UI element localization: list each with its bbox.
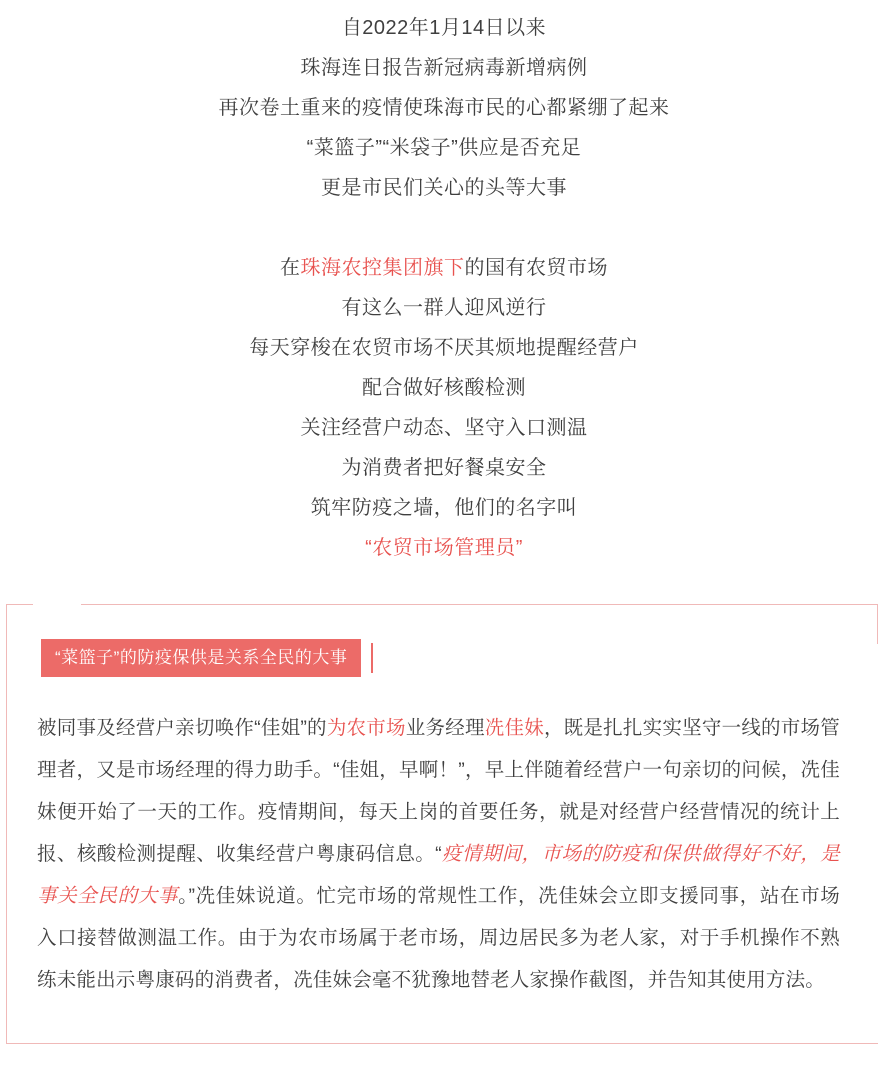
intro-line-12: 筑牢防疫之墙，他们的名字叫 [310, 497, 578, 519]
intro-line-4: “菜篮子”“米袋子”供应是否充足 [306, 137, 582, 159]
paragraph-seg-3: ，既是扎扎实实坚守一线的市场管理者，又是市场经理的得力助手。“佳姐，早啊！”，早上伴随着经营户一句亲切的问候，冼佳妹便开始了一天的工作。疫情期间，每天上岗的首要任务，就是对经营户经营情况的统计上报、核酸检测提醒、收集经营户粤康码信息。“ [37, 717, 840, 865]
paragraph-seg-4: 。”冼佳妹说道。忙完市场的常规性工作，冼佳妹会立即支援同事，站在市场入口接替做测温工作。由于为农市场属于老市场，周边居民多为老人家，对于手机操作不熟练未能出示粤康码的消费者，冼佳妹会毫不犹豫地替老人家操作截图，并告知其使用方法。 [37, 885, 840, 991]
paragraph-seg-1: 被同事及经营户亲切唤作“佳姐”的 [37, 717, 327, 739]
intro-line-2: 珠海连日报告新冠病毒新增病例 [300, 57, 588, 79]
frame-right-rule [877, 604, 878, 644]
intro-line-11: 为消费者把好餐桌安全 [341, 457, 547, 479]
paragraph-quote: 疫情期间，市场的防疫和保供做得好不好，是事关全民的大事 [37, 843, 840, 907]
article-section [0, 604, 888, 1064]
article-heading-row [41, 639, 844, 677]
intro-final-line: “农贸市场管理员” [365, 537, 523, 559]
intro-line-6 [0, 248, 888, 288]
intro-line-6-suffix: 的国有农贸市场 [464, 257, 608, 279]
intro-line-10: 关注经营户动态、坚守入口测温 [300, 417, 588, 439]
intro-line-8: 每天穿梭在农贸市场不厌其烦地提醒经营户 [249, 337, 639, 359]
paragraph-red-2: 冼佳妹 [484, 717, 544, 739]
intro-line-6-prefix: 在 [280, 257, 301, 279]
article-heading-pill: “菜篮子”的防疫保供是关系全民的大事 [41, 639, 361, 677]
intro-line-1: 自2022年1月14日以来 [341, 17, 547, 39]
intro-line-7: 有这么一群人迎风逆行 [341, 297, 547, 319]
article-paragraph [37, 707, 844, 1001]
heading-accent-bar [371, 643, 373, 673]
article-frame [6, 604, 878, 1044]
intro-line-6-highlight: 珠海农控集团旗下 [300, 257, 465, 279]
intro-line-9: 配合做好核酸检测 [362, 377, 526, 399]
intro-line-3: 再次卷土重来的疫情使珠海市民的心都紧绷了起来 [218, 97, 670, 119]
paragraph-red-1: 为农市场 [326, 717, 406, 739]
intro-line-5: 更是市民们关心的头等大事 [321, 177, 567, 199]
paragraph-seg-2: 业务经理 [405, 717, 485, 739]
